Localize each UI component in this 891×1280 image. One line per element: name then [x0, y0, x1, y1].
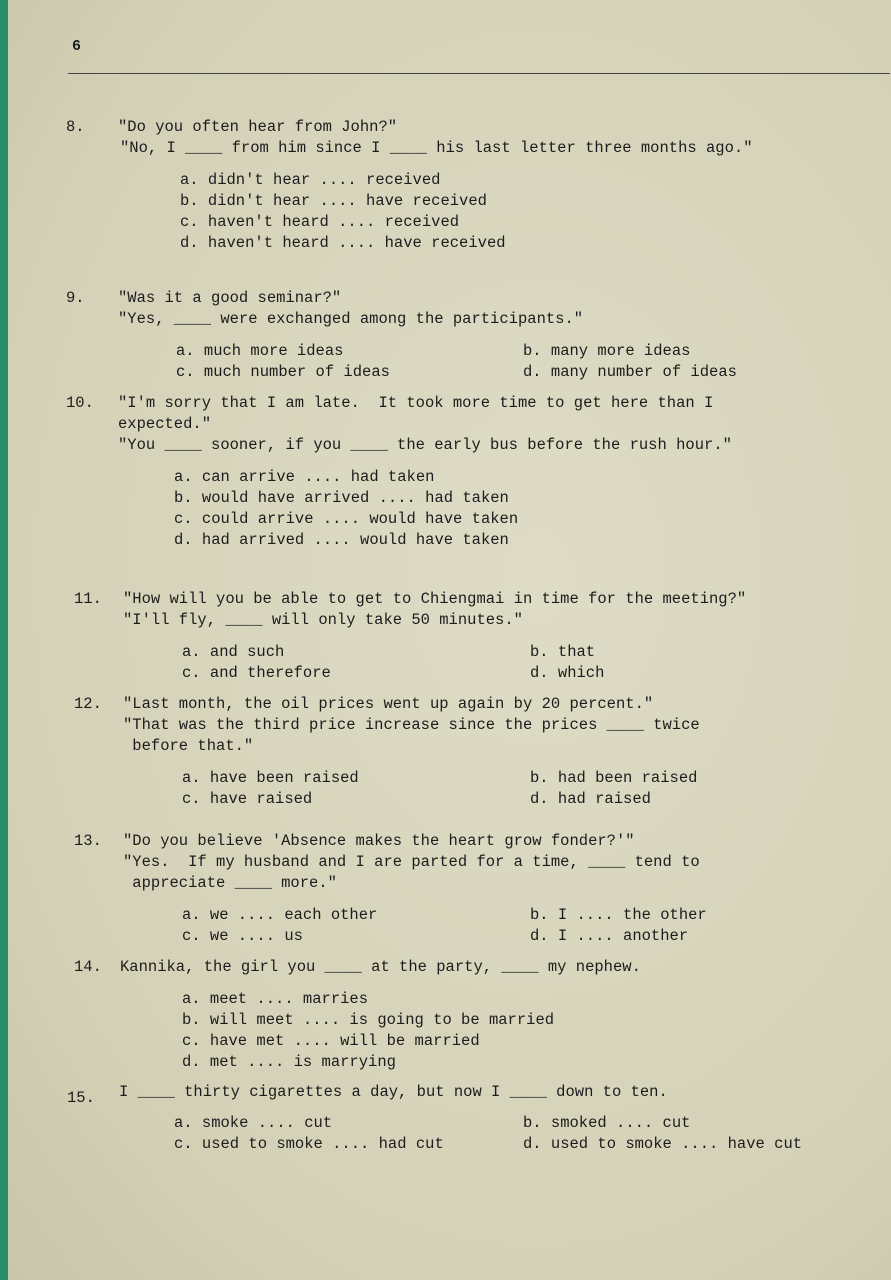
- question-line: "Do you believe 'Absence makes the heart grow fonder?'": [123, 832, 635, 850]
- header-rule: [68, 73, 890, 74]
- option-d[interactable]: d. I .... another: [530, 927, 689, 945]
- question-line: "Do you often hear from John?": [118, 118, 398, 136]
- exam-page: [8, 0, 891, 1280]
- question-line: "Yes, ____ were exchanged among the participants.": [118, 310, 584, 328]
- option-b[interactable]: b. that: [530, 643, 596, 661]
- option-a[interactable]: a. we .... each other: [182, 906, 378, 924]
- question-line: "How will you be able to get to Chiengmai in time for the meeting?": [123, 590, 747, 608]
- option-c[interactable]: c. could arrive .... would have taken: [174, 510, 519, 528]
- option-c[interactable]: c. used to smoke .... had cut: [174, 1135, 444, 1153]
- question-line: I ____ thirty cigarettes a day, but now I ____ down to ten.: [119, 1083, 668, 1101]
- option-d[interactable]: d. haven't heard .... have received: [180, 234, 506, 252]
- option-d[interactable]: d. used to smoke .... have cut: [523, 1135, 803, 1153]
- option-a[interactable]: a. and such: [182, 643, 285, 661]
- question-line: "I'm sorry that I am late. It took more time to get here than I: [118, 394, 714, 412]
- question-line: "I'll fly, ____ will only take 50 minutes.": [123, 611, 523, 629]
- question-line: "No, I ____ from him since I ____ his last letter three months ago.": [120, 139, 753, 157]
- option-d[interactable]: d. had arrived .... would have taken: [174, 531, 509, 549]
- option-b[interactable]: b. didn't hear .... have received: [180, 192, 487, 210]
- question-number: 14.: [74, 958, 102, 976]
- option-d[interactable]: d. which: [530, 664, 605, 682]
- option-b[interactable]: b. smoked .... cut: [523, 1114, 691, 1132]
- option-d[interactable]: d. many number of ideas: [523, 363, 737, 381]
- option-b[interactable]: b. had been raised: [530, 769, 698, 787]
- option-a[interactable]: a. smoke .... cut: [174, 1114, 333, 1132]
- question-line: before that.": [123, 737, 254, 755]
- option-c[interactable]: c. have met .... will be married: [182, 1032, 480, 1050]
- option-b[interactable]: b. many more ideas: [523, 342, 691, 360]
- question-line: "Last month, the oil prices went up again by 20 percent.": [123, 695, 654, 713]
- question-line: "You ____ sooner, if you ____ the early bus before the rush hour.": [118, 436, 732, 454]
- option-a[interactable]: a. much more ideas: [176, 342, 344, 360]
- question-number: 8.: [66, 118, 85, 136]
- question-line: Kannika, the girl you ____ at the party, ____ my nephew.: [120, 958, 641, 976]
- question-line: "That was the third price increase since the prices ____ twice: [123, 716, 700, 734]
- question-number: 13.: [74, 832, 102, 850]
- question-line: expected.": [118, 415, 212, 433]
- question-number: 12.: [74, 695, 102, 713]
- option-a[interactable]: a. meet .... marries: [182, 990, 369, 1008]
- option-d[interactable]: d. met .... is marrying: [182, 1053, 396, 1071]
- option-c[interactable]: c. and therefore: [182, 664, 331, 682]
- question-number: 9.: [66, 289, 85, 307]
- option-b[interactable]: b. would have arrived .... had taken: [174, 489, 509, 507]
- question-line: "Yes. If my husband and I are parted for a time, ____ tend to: [123, 853, 700, 871]
- option-a[interactable]: a. didn't hear .... received: [180, 171, 441, 189]
- option-b[interactable]: b. will meet .... is going to be married: [182, 1011, 555, 1029]
- question-number: 11.: [74, 590, 102, 608]
- question-line: appreciate ____ more.": [123, 874, 337, 892]
- option-c[interactable]: c. much number of ideas: [176, 363, 390, 381]
- question-line: "Was it a good seminar?": [118, 289, 342, 307]
- option-c[interactable]: c. have raised: [182, 790, 313, 808]
- question-number: 10.: [66, 394, 94, 412]
- option-a[interactable]: a. have been raised: [182, 769, 359, 787]
- question-number: 15.: [67, 1089, 95, 1107]
- option-b[interactable]: b. I .... the other: [530, 906, 707, 924]
- page-number: 6: [72, 38, 82, 55]
- option-c[interactable]: c. haven't heard .... received: [180, 213, 460, 231]
- option-d[interactable]: d. had raised: [530, 790, 651, 808]
- option-a[interactable]: a. can arrive .... had taken: [174, 468, 435, 486]
- option-c[interactable]: c. we .... us: [182, 927, 303, 945]
